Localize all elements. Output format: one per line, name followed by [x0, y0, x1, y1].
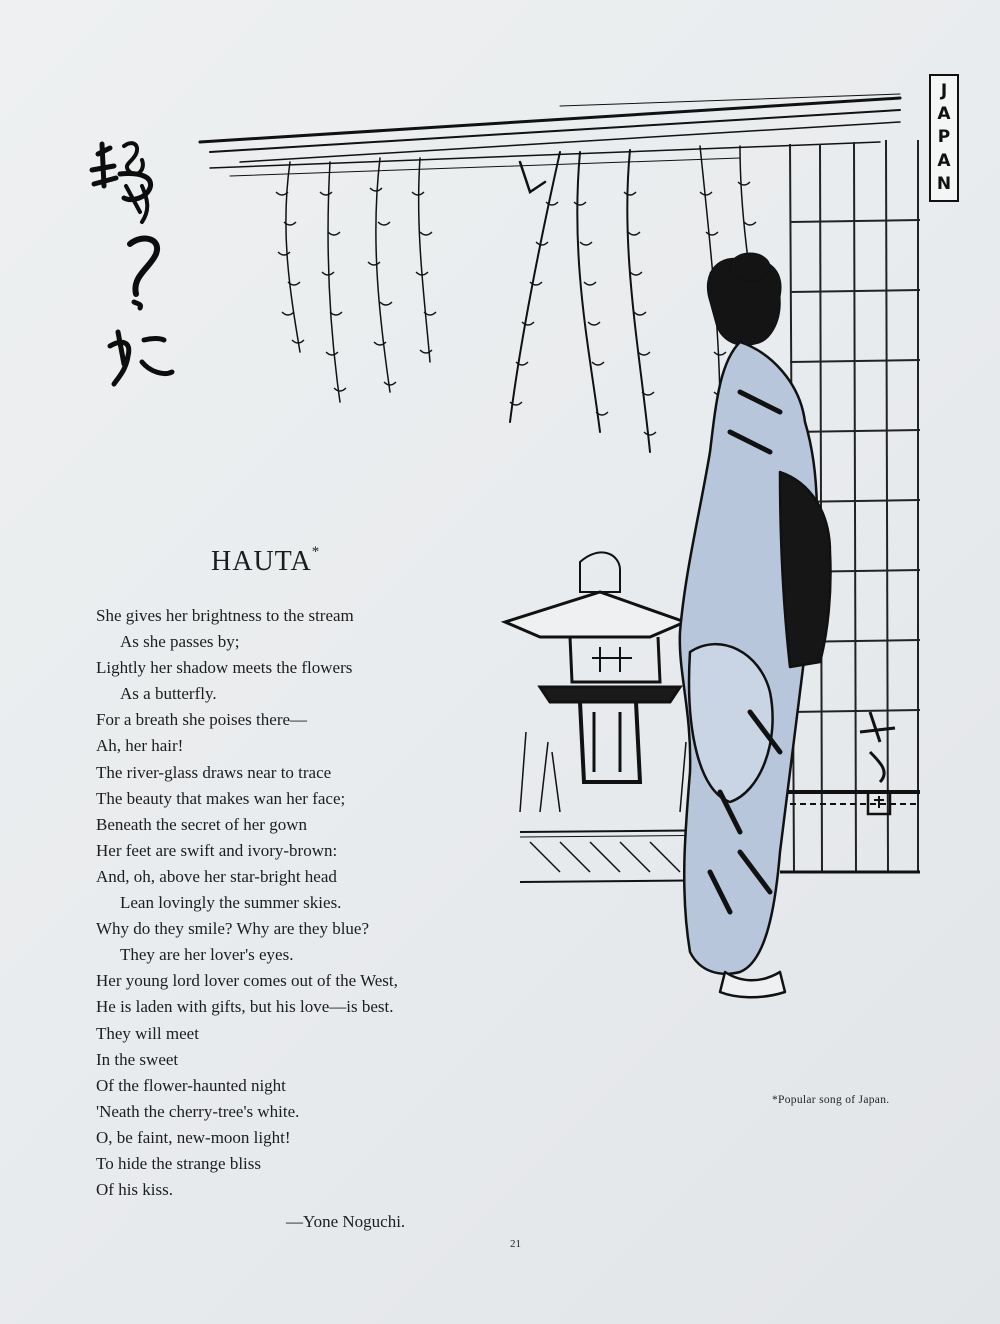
section-tab-japan [929, 74, 959, 202]
poem-line: Why do they smile? Why are they blue? [96, 919, 370, 939]
poem-line: For a breath she poises there— [96, 710, 308, 730]
poem-line: She gives her brightness to the stream [96, 606, 354, 625]
poem-line: Her young lord lover comes out of the West, [96, 971, 398, 991]
poem-line: The beauty that makes wan her face; [96, 788, 346, 808]
poem-line: The river-glass draws near to trace [96, 762, 332, 782]
poem-line: Beneath the secret of her gown [96, 814, 307, 834]
section-tab-letter: J [940, 81, 948, 102]
poem-line: Ah, her hair! [96, 736, 184, 756]
poem-line: Lean lovingly the summer skies. [120, 893, 342, 913]
poem-line: Of his kiss. [96, 1180, 173, 1200]
section-tab-letter: N [936, 173, 952, 194]
section-tab-letter: P [937, 127, 951, 148]
poem-line: O, be faint, new-moon light! [96, 1127, 291, 1147]
poem-line: And, oh, above her star-bright head [96, 866, 337, 886]
calligraphy-title-image [80, 126, 190, 396]
section-tab-letter: A [937, 104, 951, 125]
poem-title: HAUTA* [211, 544, 321, 577]
poem-line: In the sweet [96, 1049, 179, 1069]
poem-line: As a butterfly. [120, 684, 217, 704]
poem-line: They will meet [96, 1023, 199, 1043]
poem-body [96, 603, 496, 1203]
poem-author: —Yone Noguchi. [286, 1212, 406, 1231]
poem-line: They are her lover's eyes. [120, 945, 294, 965]
poem-line: 'Neath the cherry-tree's white. [96, 1101, 300, 1121]
poem-line: He is laden with gifts, but his love—is best. [96, 997, 394, 1017]
footnote: *Popular song of Japan. [772, 1094, 890, 1106]
section-tab-letter: A [937, 150, 951, 171]
poem-line: Her feet are swift and ivory-brown: [96, 840, 338, 860]
poem-line: As she passes by; [120, 632, 240, 652]
page-number: 21 [510, 1238, 521, 1250]
poem-line: To hide the strange bliss [96, 1153, 262, 1173]
footnote-marker: * [311, 544, 321, 560]
poem-line: Lightly her shadow meets the flowers [96, 658, 353, 678]
poem-line: Of the flower-haunted night [96, 1075, 286, 1095]
